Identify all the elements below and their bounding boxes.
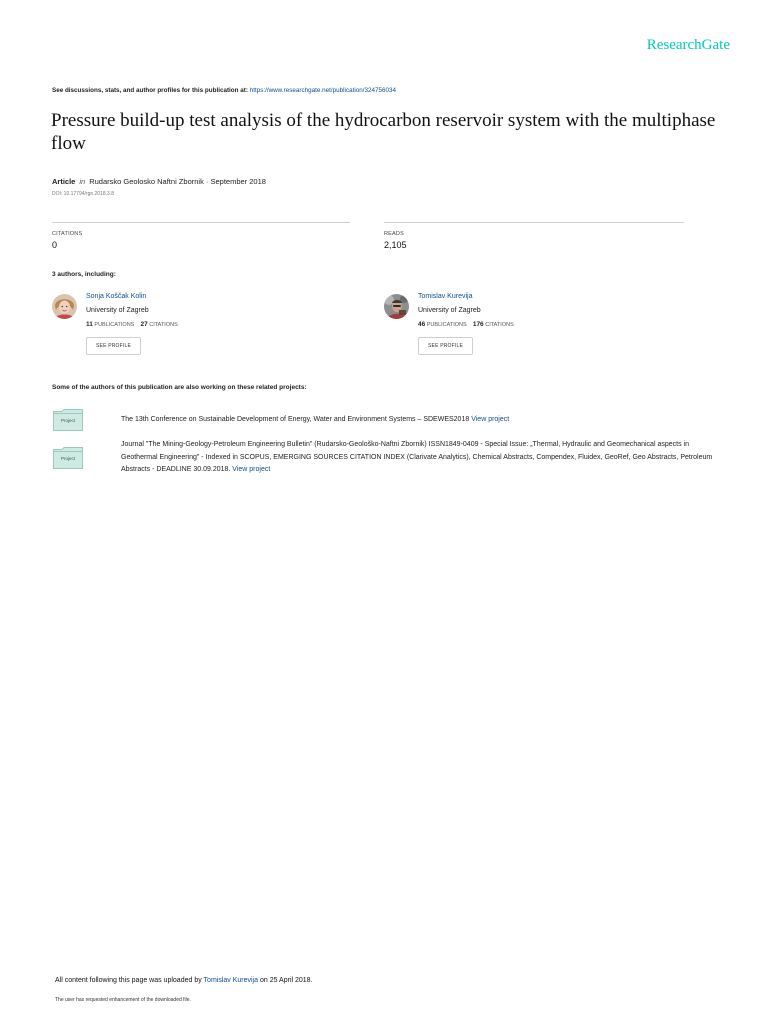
project-folder-icon[interactable]	[53, 447, 83, 469]
project-description	[121, 439, 721, 477]
enhancement-note: The user has requested enhancement of the downloaded file.	[55, 997, 191, 1003]
author-publications-label: PUBLICATIONS	[426, 322, 467, 328]
reads-divider	[384, 222, 684, 223]
project-text: The 13th Conference on Sustainable Development of Energy, Water and Environment Systems – SDEWES2018	[121, 416, 470, 423]
discussion-line	[52, 87, 396, 94]
author-stats	[86, 321, 178, 328]
uploader-link[interactable]: Tomislav Kurevija	[203, 977, 259, 984]
author-name-link[interactable]: Sonja Koščak Kolin	[86, 293, 147, 300]
author-citations-label: CITATIONS	[485, 322, 514, 328]
projects-heading: Some of the authors of this publication are also working on these related projects:	[52, 384, 307, 391]
upload-prefix: All content following this page was uploaded by	[55, 977, 202, 984]
author-institution: University of Zagreb	[418, 307, 481, 314]
see-profile-button[interactable]: SEE PROFILE	[418, 337, 473, 355]
discussion-prefix: See discussions, stats, and author profiles for this publication at:	[52, 87, 248, 94]
publication-in-word: in	[79, 177, 86, 186]
author-name-link[interactable]: Tomislav Kurevija	[418, 293, 473, 300]
project-folder-icon[interactable]	[53, 409, 83, 431]
author-institution: University of Zagreb	[86, 307, 149, 314]
reads-label: READS	[384, 231, 404, 237]
author-publications-label: PUBLICATIONS	[94, 322, 135, 328]
citations-label: CITATIONS	[52, 231, 83, 237]
view-project-link[interactable]: View project	[471, 416, 510, 423]
author-citations-count: 176	[472, 321, 484, 328]
publication-type: Article	[52, 177, 76, 186]
upload-suffix: on 25 April 2018.	[259, 977, 313, 984]
citations-value: 0	[52, 240, 58, 250]
author-stats	[418, 321, 514, 328]
project-icon-label: Project	[60, 418, 75, 423]
researchgate-logo[interactable]: ResearchGate	[646, 37, 730, 53]
citations-divider	[52, 222, 350, 223]
project-text: Journal "The Mining-Geology-Petroleum Engineering Bulletin" (Rudarsko-Geološko-Naftni Zbornik) ISSN1849-0409 - Special Issue: „Thermal, Hydraulic and Geomechanical aspects in Geothermal Engineering" - Indexed in SCOPUS, EMERGING SOURCES CITATION INDEX (Clarivate Analytics), Chemical Abstracts, Compendex, Fluidex, GeoRef, Geo Abstracts, Petroleum Abstracts - DEADLINE 30.09.2018.	[121, 441, 713, 473]
publication-title: Pressure build-up test analysis of the hydrocarbon reservoir system with the multiphase flow	[51, 110, 716, 154]
publication-doi: DOI: 10.17794/rgn.2018.3.8	[52, 191, 114, 197]
upload-note	[55, 977, 313, 984]
authors-heading: 3 authors, including:	[52, 271, 116, 278]
reads-value: 2,105	[384, 240, 407, 250]
publication-url-link[interactable]: https://www.researchgate.net/publication/324756034	[249, 87, 397, 94]
author-publications-count: 11	[86, 321, 93, 328]
author-citations-count: 27	[140, 321, 148, 328]
project-icon-label: Project	[60, 456, 75, 461]
view-project-link[interactable]: View project	[232, 466, 271, 473]
author-photo-icon	[384, 294, 409, 319]
avatar[interactable]	[384, 294, 409, 319]
author-citations-label: CITATIONS	[149, 322, 178, 328]
avatar[interactable]	[52, 294, 77, 319]
publication-venue-date: Rudarsko Geolosko Naftni Zbornik · September 2018	[89, 177, 266, 186]
publication-meta	[52, 177, 266, 186]
see-profile-button[interactable]: SEE PROFILE	[86, 337, 141, 355]
project-description	[121, 414, 721, 427]
author-publications-count: 46	[418, 321, 426, 328]
author-photo-icon	[52, 294, 77, 319]
